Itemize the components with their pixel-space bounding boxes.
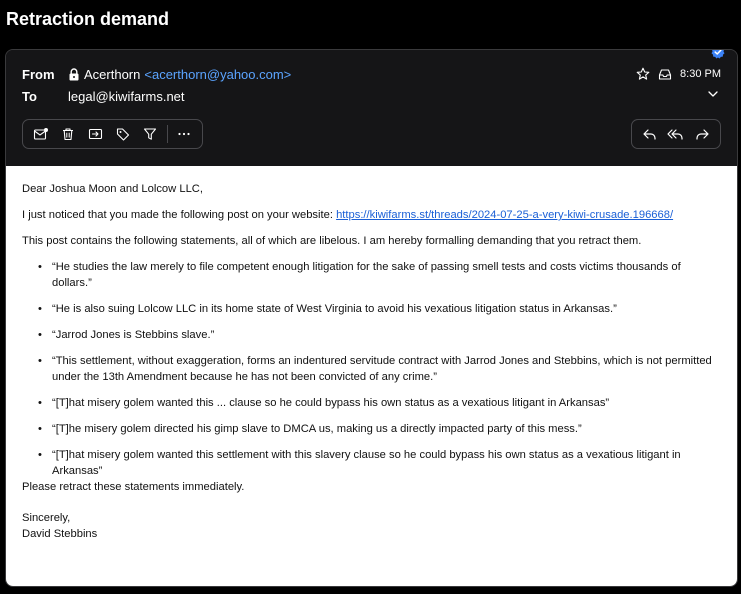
star-icon[interactable] [636,67,650,81]
sender-email[interactable]: <acerthorn@yahoo.com> [144,66,292,82]
recipient-email[interactable]: legal@kiwifarms.net [68,88,185,104]
filter-button[interactable] [139,123,161,145]
mark-unread-icon [33,127,49,141]
closing-request: Please retract these statements immediately. [22,481,245,493]
message-time: 8:30 PM [680,68,721,80]
quoted-statements-list [50,259,721,479]
toolbar-separator [167,125,168,143]
verified-badge-icon [711,49,725,59]
list-item: • “[T]hat misery golem wanted this settlement with this slavery clause so he could bypass his own status as a vexatious litigant in Arkansas” [50,447,721,479]
list-item: • “He studies the law merely to file competent enough litigation for the sake of passing smell tests and costs victims thousands of dollars.” [50,259,721,291]
to-row [22,87,185,105]
reply-all-icon [667,127,684,141]
label-button[interactable] [112,123,134,145]
list-item: • “He is also suing Lolcow LLC in its home state of West Virginia to avoid his vexatious litigation status in Arkansas.” [50,301,721,317]
list-item: • “[T]he misery golem directed his gimp slave to DMCA us, making us a directly impacted party of this mess.” [50,421,721,437]
tag-icon [116,127,130,141]
reply-icon [642,127,657,141]
list-item: • “[T]hat misery golem wanted this ... clause so he could bypass his own status as a vexatious litigant in Arkansas” [50,395,721,411]
signature: David Stebbins [22,528,98,540]
filter-icon [143,127,157,141]
statements-intro: This post contains the following statements, all of which are libelous. I am hereby formalling demanding that you retract them. [22,235,642,247]
to-label: To [22,88,37,104]
message-intro [22,207,721,223]
more-icon [177,127,191,141]
forward-icon [695,127,710,141]
list-item: • “Jarrod Jones is Stebbins slave.” [50,327,721,343]
forward-button[interactable] [692,123,714,145]
reply-button[interactable] [638,123,660,145]
reply-actions-toolbar [631,119,721,149]
lock-icon [68,68,80,81]
move-to-folder-icon [88,127,103,141]
mark-unread-button[interactable] [30,123,52,145]
from-row [22,65,291,83]
chevron-down-icon[interactable] [707,89,719,99]
signoff: Sincerely, [22,512,71,524]
message-card [5,49,738,587]
reply-all-button[interactable] [665,123,687,145]
move-to-folder-button[interactable] [85,123,107,145]
from-label: From [22,66,55,82]
message-body [6,166,737,587]
message-header [6,50,737,166]
list-item: • “This settlement, without exaggeration, forms an indentured servitude contract with Jarrod Jones and Stebbins, which is not permitted under the 13th Amendment because he has not been convicted of any crime.” [50,353,721,385]
message-greeting: Dear Joshua Moon and Lolcow LLC, [22,183,203,195]
trash-icon [61,127,75,141]
post-link[interactable]: https://kiwifarms.st/threads/2024-07-25-a-very-kiwi-crusade.196668/ [336,209,674,221]
message-meta [636,65,721,83]
intro-text: I just noticed that you made the following post on your website: [22,209,337,221]
inbox-icon [658,68,672,81]
sender-name[interactable]: Acerthorn [84,66,141,82]
message-actions-toolbar [22,119,203,149]
more-actions-button[interactable] [173,123,195,145]
page-title: Retraction demand [6,9,170,29]
delete-button[interactable] [57,123,79,145]
